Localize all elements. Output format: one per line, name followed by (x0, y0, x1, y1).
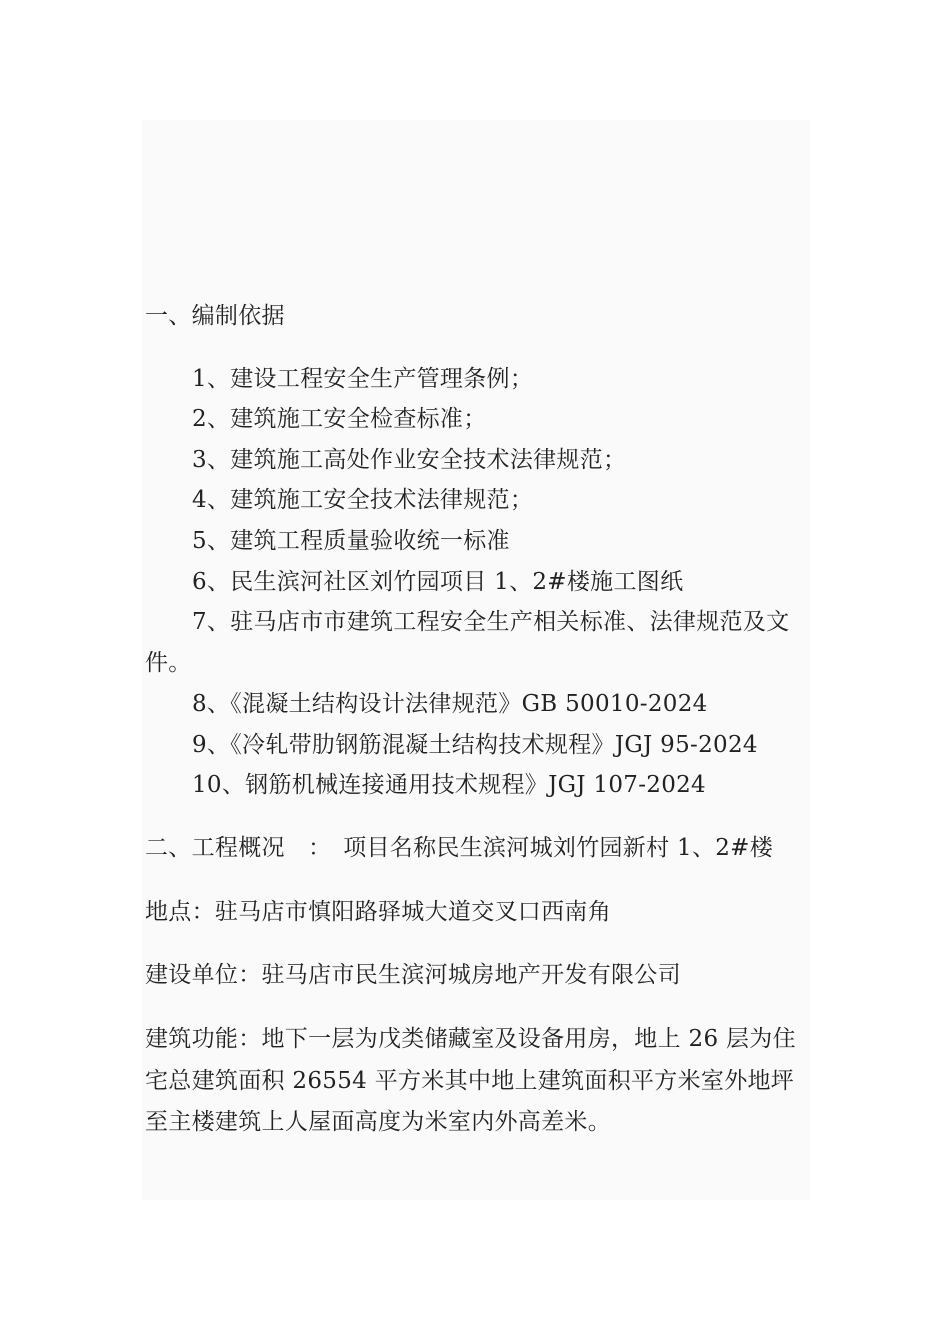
basis-item-10: 10、钢筋机械连接通用技术规程》JGJ 107-2024 (192, 772, 706, 798)
basis-item-9: 9、《冷轧带肋钢筋混凝土结构技术规程》JGJ 95-2024 (192, 732, 758, 758)
basis-item-6: 6、民生滨河社区刘竹园项目 1、2#楼施工图纸 (192, 569, 684, 595)
basis-item-3: 3、建筑施工高处作业安全技术法律规范； (192, 447, 627, 473)
basis-item-4: 4、建筑施工安全技术法律规范； (192, 487, 534, 513)
basis-item-8: 8、《混凝土结构设计法律规范》GB 50010-2024 (192, 691, 708, 717)
project-location: 地点：驻马店市慎阳路驿城大道交叉口西南角 (145, 899, 611, 925)
building-function-line-1: 建筑功能：地下一层为戊类储藏室及设备用房，地上 26 层为住 (145, 1026, 796, 1052)
building-function-line-2: 宅总建筑面积 26554 平方米其中地上建筑面积平方米室外地坪 (145, 1068, 795, 1094)
section1-heading: 一、编制依据 (145, 303, 285, 329)
basis-item-5: 5、建筑工程质量验收统一标准 (192, 528, 510, 554)
building-function-line-3: 至主楼建筑上人屋面高度为米室内外高差米。 (145, 1109, 611, 1135)
basis-item-1: 1、建设工程安全生产管理条例； (192, 366, 534, 392)
construction-unit: 建设单位：驻马店市民生滨河城房地产开发有限公司 (145, 962, 681, 988)
basis-item-7-continuation: 件。 (145, 650, 192, 676)
basis-item-7: 7、驻马店市市建筑工程安全生产相关标准、法律规范及文 (192, 609, 790, 635)
basis-item-2: 2、建筑施工安全检查标准； (192, 406, 487, 432)
section2-heading: 二、工程概况 ： 项目名称民生滨河城刘竹园新村 1、2#楼 (145, 835, 774, 861)
